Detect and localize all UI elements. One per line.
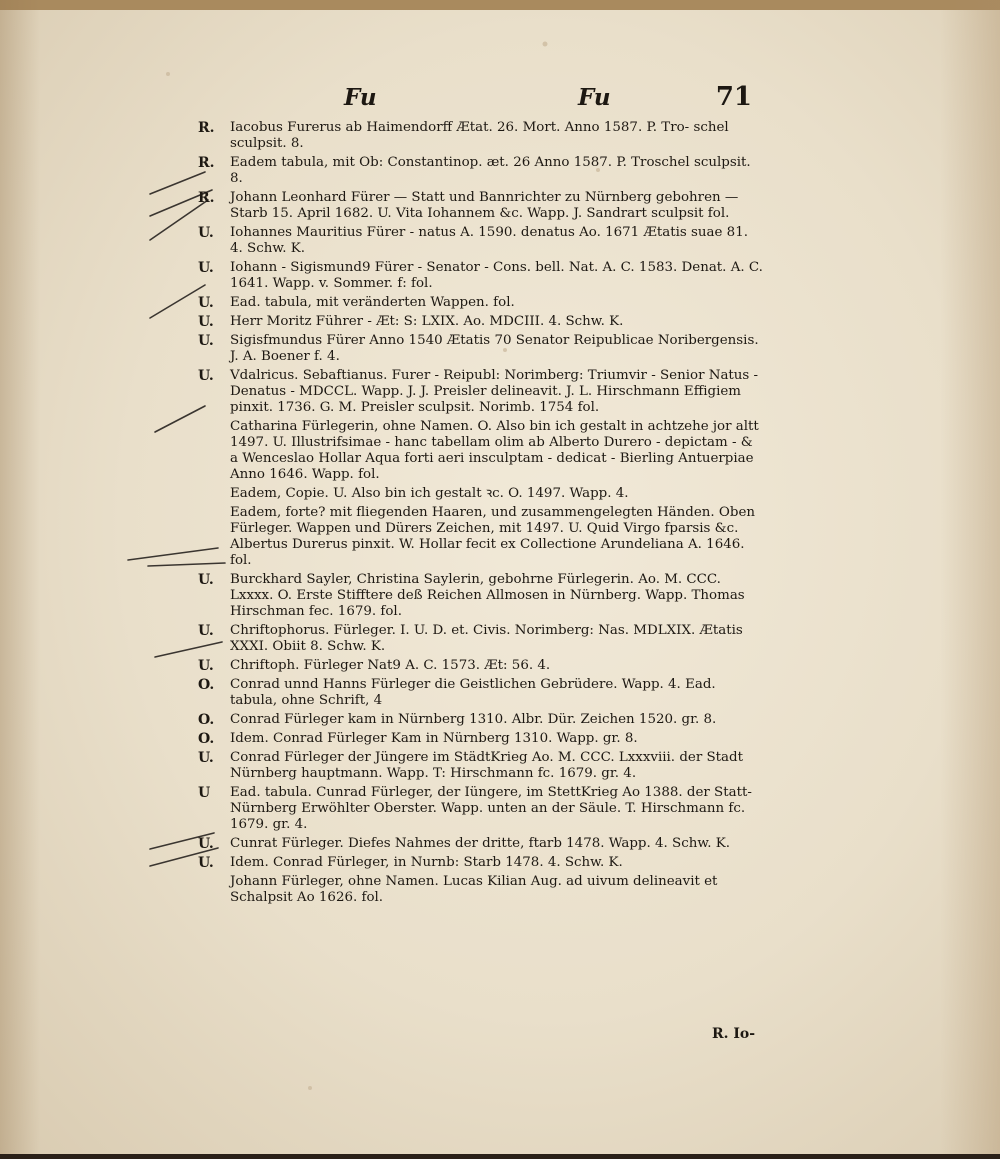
- entry-text: Chriftophorus. Fürleger. I. U. D. et. Civis. Norimberg: Nas. MDLXIX. Ætatis XXXI. Obiit 8. Schw. K.: [230, 623, 743, 654]
- catalogue-entry: [198, 572, 764, 620]
- catalogue-entry: [198, 750, 764, 782]
- entry-text: Eadem, forte? mit fliegenden Haaren, und zusammengelegten Händen. Oben Fürleger. Wappen und Dürers Zeichen, mit 1497. U. Quid Virgo fparsis &c. Albertus Durerus pinxit. W. Hollar fecit ex Collectione Arundeliana A. 1646. fol.: [230, 505, 756, 568]
- catalogue-entry: [198, 874, 764, 906]
- catalogue-entry: [198, 677, 764, 709]
- catalogue-entries: [198, 120, 764, 909]
- entry-mark: U.: [198, 836, 214, 852]
- entry-text: Idem. Conrad Fürleger, in Nurnb: Starb 1478. 4. Schw. K.: [230, 855, 623, 870]
- catalogue-entry: [198, 731, 764, 747]
- entry-text: Conrad Fürleger der Jüngere im StädtKrieg Ao. M. CCC. Lxxxviii. der Stadt Nürnberg hauptmann. Wapp. T: Hirschmann fc. 1679. gr. 4.: [230, 750, 743, 781]
- page-number: 71: [715, 82, 752, 112]
- entry-text: Sigisfmundus Fürer Anno 1540 Ætatis 70 Senator Reipublicae Noribergensis. J. A. Boener f. 4.: [230, 333, 759, 364]
- catalogue-entry: [198, 120, 764, 152]
- catalogue-entry: [198, 623, 764, 655]
- entry-text: Johann Fürleger, ohne Namen. Lucas Kilian Aug. ad uivum delineavit et Schalpsit Ao 1626. fol.: [230, 874, 718, 905]
- entry-mark: U: [198, 785, 211, 801]
- catalogue-entry: [198, 368, 764, 416]
- entry-text: Conrad unnd Hanns Fürleger die Geistlichen Gebrüdere. Wapp. 4. Ead. tabula, ohne Schrift, 4: [230, 677, 716, 708]
- catalogue-entry: [198, 333, 764, 365]
- entry-text: Burckhard Sayler, Christina Saylerin, gebohrne Fürlegerin. Ao. M. CCC. Lxxxx. O. Erste Stifftere deß Reichen Allmosen in Nürnberg. Wapp. Thomas Hirschman fec. 1679. fol.: [230, 572, 745, 619]
- catalogue-entry: [198, 505, 764, 569]
- entry-text: Catharina Fürlegerin, ohne Namen. O. Also bin ich gestalt in achtzehe jor altt 1497. U. Illustrifsimae - hanc tabellam olim ab Alberto Durero - depictam - & a Wenceslao Hollar Aqua forti aeri insculptam - dedicat - Bierling Antuerpiae Anno 1646. Wapp. fol.: [230, 419, 759, 482]
- catalogue-entry: [198, 419, 764, 483]
- catalogue-entry: [198, 314, 764, 330]
- paper-spot: [543, 42, 548, 47]
- entry-mark: U.: [198, 750, 214, 766]
- catalogue-entry: [198, 295, 764, 311]
- entry-mark: U.: [198, 314, 214, 330]
- entry-mark: U.: [198, 658, 214, 674]
- entry-mark: U.: [198, 295, 214, 311]
- entry-mark: U.: [198, 855, 214, 871]
- catalogue-entry: [198, 486, 764, 502]
- entry-mark: U.: [198, 333, 214, 349]
- entry-text: Herr Moritz Führer - Æt: S: LXIX. Ao. MDCIII. 4. Schw. K.: [230, 314, 624, 329]
- entry-mark: U.: [198, 225, 214, 241]
- page-bottom-edge: [0, 1154, 1000, 1159]
- entry-text: Idem. Conrad Fürleger Kam in Nürnberg 1310. Wapp. gr. 8.: [230, 731, 638, 746]
- catchword: R. Io-: [712, 1026, 756, 1042]
- entry-mark: U.: [198, 623, 214, 639]
- entry-text: Eadem tabula, mit Ob: Constantinop. æt. 26 Anno 1587. P. Troschel sculpsit. 8.: [230, 155, 751, 186]
- running-header: [340, 84, 760, 118]
- entry-text: Johann Leonhard Fürer — Statt und Bannrichter zu Nürnberg gebohren — Starb 15. April 1682. U. Vita Iohannem &c. Wapp. J. Sandrart sculpsit fol.: [230, 190, 739, 221]
- entry-text: Ead. tabula, mit veränderten Wappen. fol.: [230, 295, 515, 310]
- catalogue-entry: [198, 190, 764, 222]
- entry-mark: U.: [198, 260, 214, 276]
- entry-mark: R.: [198, 190, 215, 206]
- entry-mark: O.: [198, 731, 215, 747]
- catalogue-entry: [198, 855, 764, 871]
- entry-mark: O.: [198, 677, 215, 693]
- entry-text: Vdalricus. Sebaftianus. Furer - Reipubl: Norimberg: Triumvir - Senior Natus - Denatus - MDCCL. Wapp. J. J. Preisler delineavit. J. L. Hirschmann Effigiem pinxit. 1736. G. M. Preisler sculpsit. Norimb. 1754 fol.: [230, 368, 759, 415]
- entry-mark: O.: [198, 712, 215, 728]
- catalogue-entry: [198, 712, 764, 728]
- entry-text: Iohannes Mauritius Fürer - natus A. 1590. denatus Ao. 1671 Ætatis suae 81. 4. Schw. K.: [230, 225, 748, 256]
- header-middle-word: Fu: [578, 84, 611, 111]
- entry-text: Iohann - Sigismund9 Fürer - Senator - Cons. bell. Nat. A. C. 1583. Denat. A. C. 1641. Wapp. v. Sommer. f: fol.: [230, 260, 763, 291]
- entry-mark: R.: [198, 155, 215, 171]
- catalogue-entry: [198, 225, 764, 257]
- catalogue-entry: [198, 836, 764, 852]
- paper-spot: [308, 1086, 312, 1090]
- pencil-mark: [150, 285, 205, 318]
- pencil-mark: [150, 172, 205, 194]
- entry-mark: R.: [198, 120, 215, 136]
- catalogue-entry: [198, 260, 764, 292]
- header-left-word: Fu: [344, 84, 377, 111]
- entry-text: Eadem, Copie. U. Also bin ich gestalt ꝛc. O. 1497. Wapp. 4.: [230, 486, 629, 501]
- catalogue-entry: [198, 658, 764, 674]
- entry-text: Conrad Fürleger kam in Nürnberg 1310. Albr. Dür. Zeichen 1520. gr. 8.: [230, 712, 717, 727]
- catalogue-entry: [198, 785, 764, 833]
- entry-text: Iacobus Furerus ab Haimendorff Ætat. 26. Mort. Anno 1587. P. Tro- schel sculpsit. 8.: [230, 120, 729, 151]
- entry-text: Chriftoph. Fürleger Nat9 A. C. 1573. Æt: 56. 4.: [230, 658, 551, 673]
- entry-text: Ead. tabula. Cunrad Fürleger, der Iüngere, im StettKrieg Ao 1388. der Statt-Nürnberg Erwöhlter Oberster. Wapp. unten an der Säule. T. Hirschmann fc. 1679. gr. 4.: [230, 785, 752, 832]
- entry-mark: U.: [198, 572, 214, 588]
- catalogue-entry: [198, 155, 764, 187]
- entry-text: Cunrat Fürleger. Diefes Nahmes der dritte, ftarb 1478. Wapp. 4. Schw. K.: [230, 836, 730, 851]
- paper-spot: [166, 72, 170, 76]
- entry-mark: U.: [198, 368, 214, 384]
